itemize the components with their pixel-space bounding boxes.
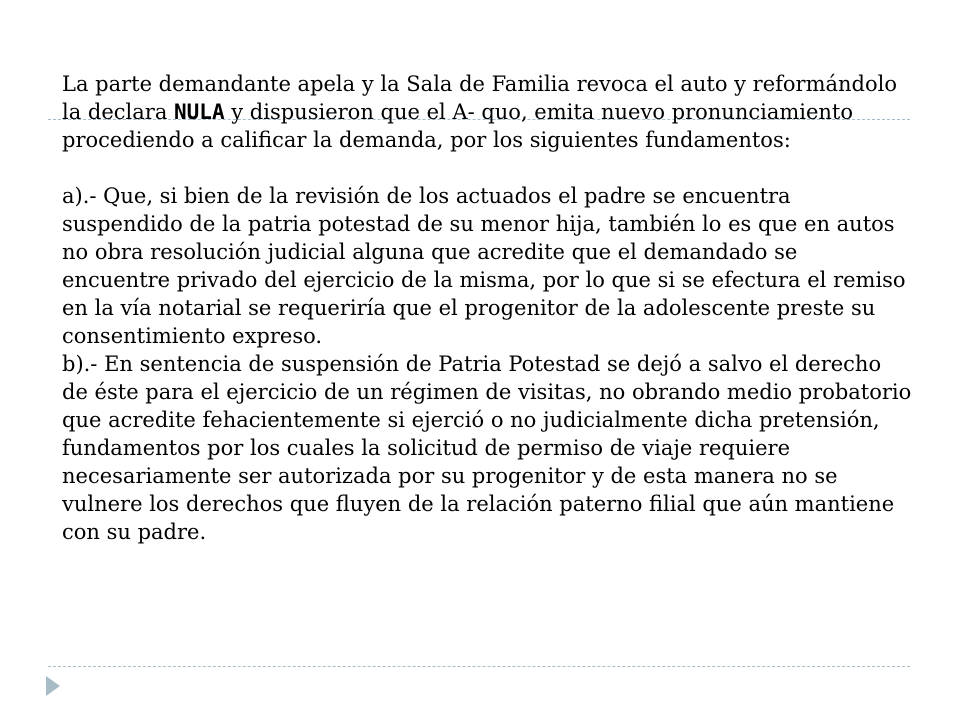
intro-text-start: La parte demandante apela y la Sala de Familia revoca el auto y reformándolo la declara [62,72,897,124]
point-b-paragraph: b).- En sentencia de suspensión de Patria Potestad se dejó a salvo el derecho de éste para el ejercicio de un régimen de visitas, no obrando medio probatorio que acredite fehacientemente si ejerció o no judicialmente dicha pretensión, fundamentos por los cuales la solicitud de permiso de viaje requiere necesariamente ser autorizada por su progenitor y de esta manera no se vulnere los derechos que fluyen de la relación paterno filial que aún mantiene con su padre. [62,352,912,544]
paragraph-spacer [62,154,912,182]
point-a-paragraph: a).- Que, si bien de la revisión de los actuados el padre se encuentra suspendido de la patria potestad de su menor hija, también lo es que en autos no obra resolución judicial alguna que acredite que el demandado se encuentre privado del ejercicio de la misma, por lo que si se efectura el remiso en la vía notarial se requeriría que el progenitor de la adolescente preste su consentimiento expreso. [62,184,906,348]
triangle-bullet-icon [46,676,60,696]
emphasis-nula: NULA [174,100,225,124]
footer-divider-line [48,666,910,667]
slide-body-text [62,70,912,546]
intro-text-end: y dispusieron que el A- quo, emita nuevo pronunciamiento procediendo a calificar la demanda, por los siguientes fundamentos: [62,100,854,152]
intro-paragraph [62,70,912,154]
